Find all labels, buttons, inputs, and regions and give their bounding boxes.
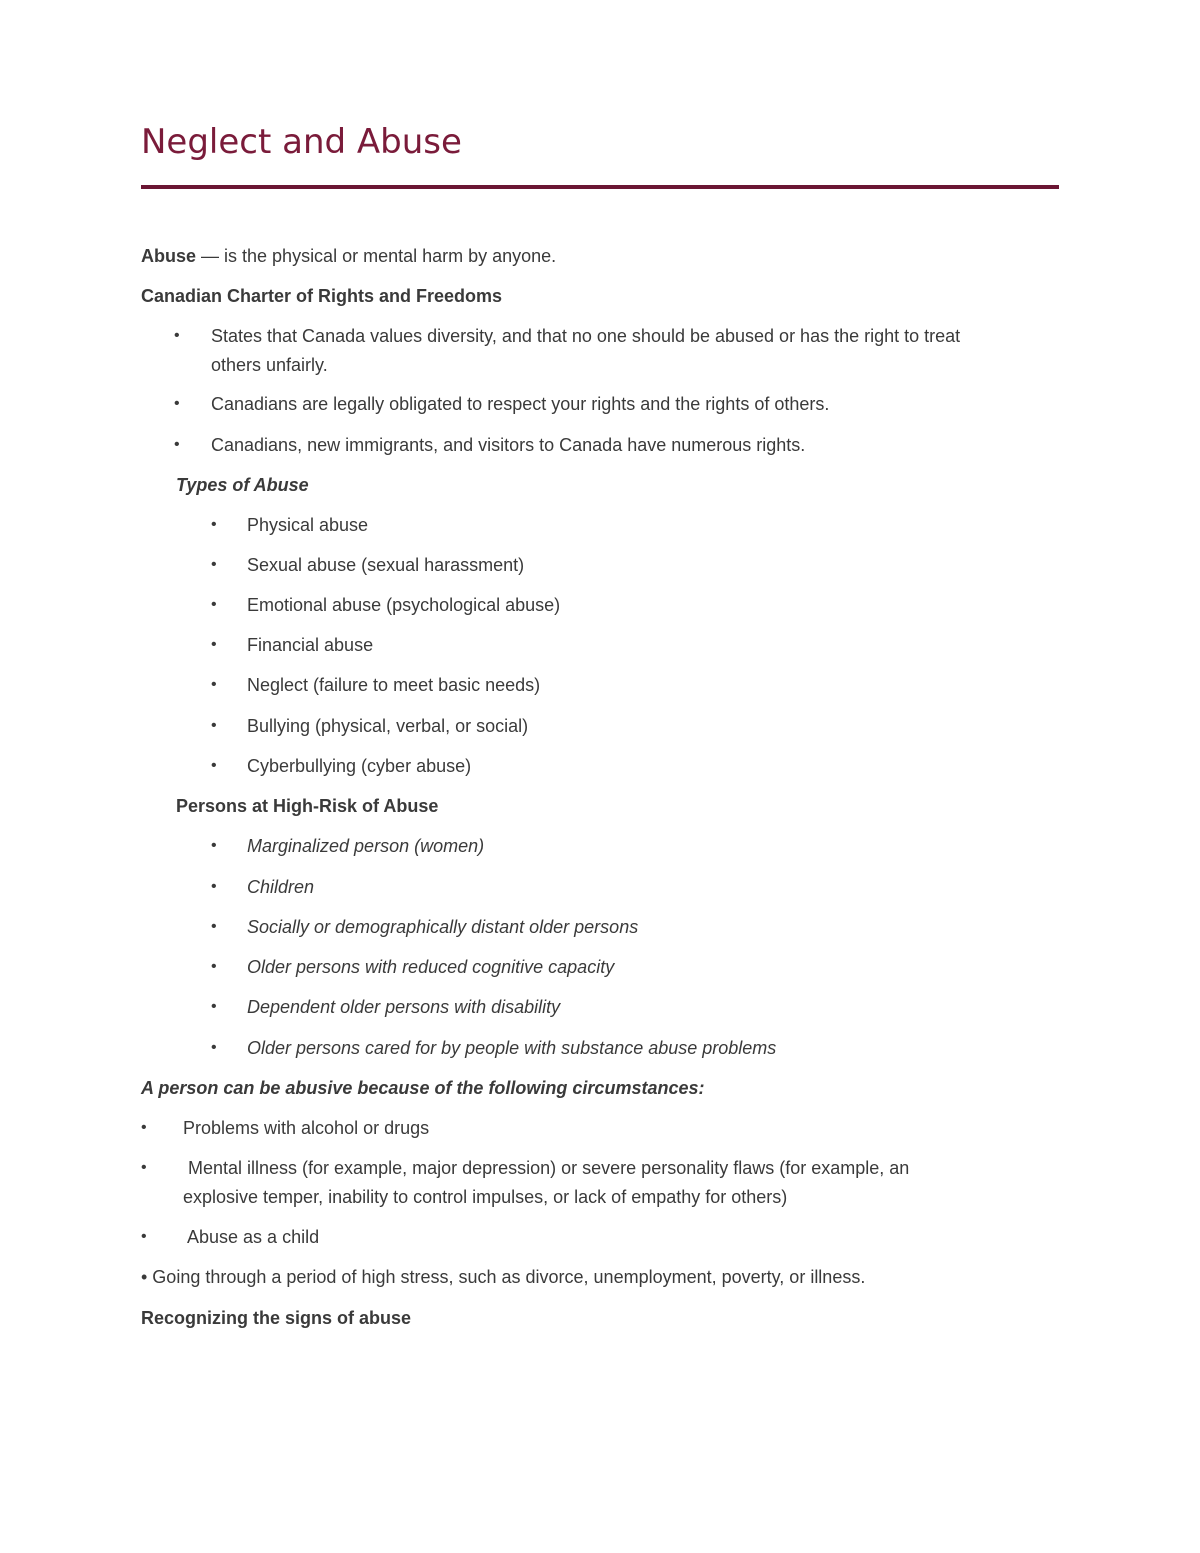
- charter-item-1: States that Canada values diversity, and that no one should be abused or has the right to treat: [211, 326, 961, 346]
- list-item: Physical abuse: [247, 515, 369, 535]
- list-item: Financial abuse: [247, 635, 374, 655]
- list-item: Dependent older persons with disability: [247, 997, 561, 1017]
- abuse-definition: [141, 242, 556, 270]
- bullet-icon: •: [211, 676, 217, 693]
- bullet-icon: •: [141, 1119, 147, 1136]
- list-item: Bullying (physical, verbal, or social): [247, 716, 529, 736]
- bullet-icon: •: [211, 717, 217, 734]
- bullet-icon: •: [211, 1039, 217, 1056]
- bullet-icon: •: [211, 757, 217, 774]
- types-heading: Types of Abuse: [176, 475, 309, 495]
- abuse-term: Abuse: [141, 246, 197, 266]
- list-item: Older persons with reduced cognitive capacity: [247, 957, 615, 977]
- circumstance-item-4: • Going through a period of high stress, such as divorce, unemployment, poverty, or illness.: [141, 1267, 866, 1287]
- bullet-icon: •: [141, 1159, 147, 1176]
- bullet-icon: •: [211, 837, 217, 854]
- list-item: Socially or demographically distant older persons: [247, 917, 639, 937]
- bullet-icon: •: [211, 596, 217, 613]
- recognizing-heading: Recognizing the signs of abuse: [141, 1308, 412, 1328]
- title-divider: [141, 185, 1059, 189]
- circumstance-item-2: Mental illness (for example, major depression) or severe personality flaws (for example, an: [183, 1158, 910, 1178]
- circumstances-heading: A person can be abusive because of the following circumstances:: [141, 1078, 705, 1098]
- bullet-icon: •: [211, 878, 217, 895]
- list-item: Older persons cared for by people with substance abuse problems: [247, 1038, 777, 1058]
- bullet-icon: •: [211, 998, 217, 1015]
- list-item: Children: [247, 877, 315, 897]
- bullet-icon: •: [211, 958, 217, 975]
- circumstance-item-1: Problems with alcohol or drugs: [183, 1118, 430, 1138]
- list-item: Cyberbullying (cyber abuse): [247, 756, 472, 776]
- bullet-icon: •: [211, 516, 217, 533]
- charter-item-1-cont: others unfairly.: [211, 355, 328, 375]
- bullet-icon: •: [211, 556, 217, 573]
- bullet-icon: •: [174, 395, 180, 412]
- circumstance-item-2-cont: explosive temper, inability to control impulses, or lack of empathy for others): [183, 1187, 788, 1207]
- bullet-icon: •: [211, 636, 217, 653]
- charter-item-3: Canadians, new immigrants, and visitors to Canada have numerous rights.: [211, 435, 806, 455]
- abuse-definition-text: — is the physical or mental harm by anyone.: [196, 246, 557, 266]
- list-item: Marginalized person (women): [247, 836, 485, 856]
- bullet-icon: •: [211, 918, 217, 935]
- bullet-icon: •: [141, 1228, 147, 1245]
- list-item: Neglect (failure to meet basic needs): [247, 675, 541, 695]
- circumstance-item-3: Abuse as a child: [183, 1227, 320, 1247]
- list-item: Sexual abuse (sexual harassment): [247, 555, 525, 575]
- bullet-icon: •: [174, 327, 180, 344]
- charter-item-2: Canadians are legally obligated to respect your rights and the rights of others.: [211, 394, 830, 414]
- list-item: Emotional abuse (psychological abuse): [247, 595, 561, 615]
- high-risk-heading: Persons at High-Risk of Abuse: [176, 796, 439, 816]
- bullet-icon: •: [174, 436, 180, 453]
- page-title: Neglect and Abuse: [141, 122, 462, 162]
- charter-heading: Canadian Charter of Rights and Freedoms: [141, 286, 503, 306]
